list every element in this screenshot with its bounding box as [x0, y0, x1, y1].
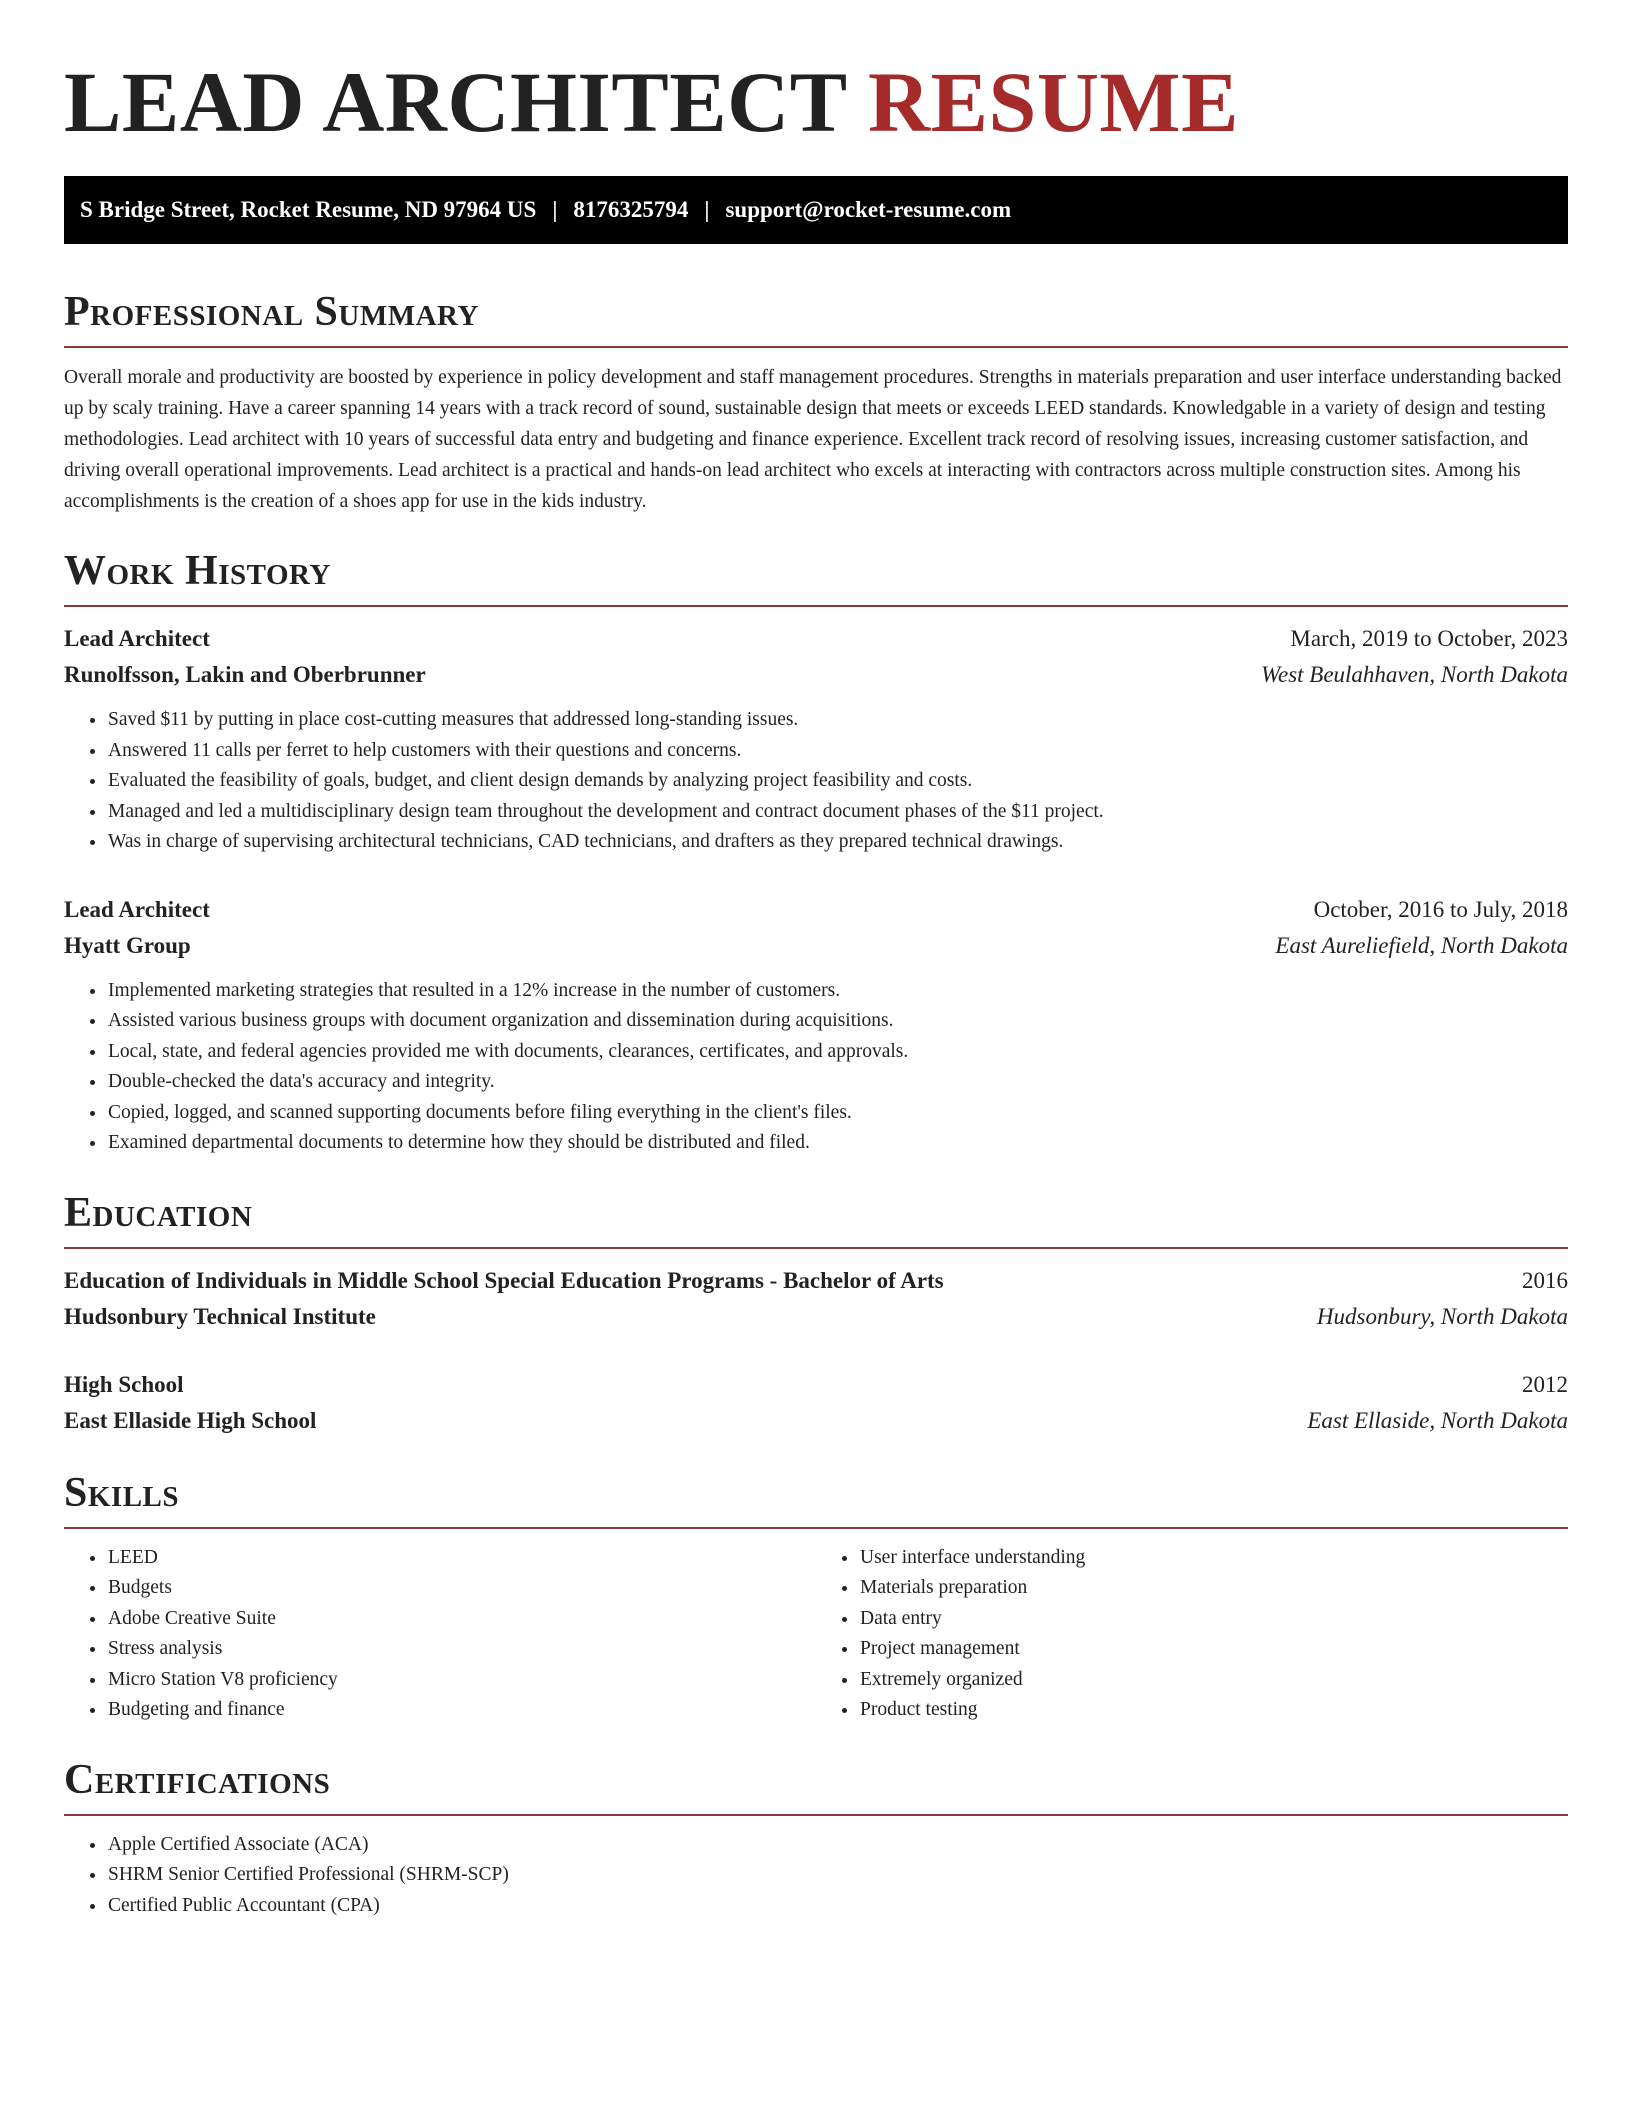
skill-item: • Micro Station V8 proficiency [107, 1665, 816, 1696]
education-location: Hudsonbury, North Dakota [1316, 1303, 1568, 1329]
list-item: • Implemented marketing strategies that resulted in a 12% increase in the number of customers. [107, 976, 1568, 1007]
education-entry-subheader [64, 1299, 1568, 1335]
skill-item: • Data entry [859, 1604, 1568, 1635]
title-main: LEAD ARCHITECT [64, 54, 847, 150]
education-entry [64, 1367, 1568, 1439]
section-divider [64, 1814, 1568, 1816]
certifications-list [64, 1830, 1568, 1922]
work-entry-subheader [64, 657, 1568, 693]
section-divider [64, 605, 1568, 607]
job-company: Runolfsson, Lakin and Oberbrunner [64, 662, 426, 687]
education-degree: High School [64, 1371, 184, 1397]
job-dates: March, 2019 to October, 2023 [1290, 626, 1568, 651]
job-bullets [64, 976, 1568, 1159]
section-title-work: Work History [64, 548, 331, 594]
skill-item: • Stress analysis [107, 1634, 816, 1665]
title-accent: RESUME [868, 54, 1239, 150]
contact-email: support@rocket-resume.com [725, 197, 1012, 222]
skills-section [64, 1469, 1568, 1726]
job-role: Lead Architect [64, 626, 210, 651]
list-item: • Evaluated the feasibility of goals, budget, and client design demands by analyzing project feasibility and costs. [107, 766, 1568, 797]
list-item: • Examined departmental documents to determine how they should be distributed and filed. [107, 1128, 1568, 1159]
work-entry-header [64, 621, 1568, 657]
certification-item: • SHRM Senior Certified Professional (SHRM-SCP) [107, 1860, 1568, 1891]
skill-item: • Product testing [859, 1695, 1568, 1726]
certification-item: • Apple Certified Associate (ACA) [107, 1830, 1568, 1861]
skills-list-left [64, 1543, 816, 1726]
section-title-certifications: Certifications [64, 1756, 331, 1803]
contact-address: S Bridge Street, Rocket Resume, ND 97964 US [80, 197, 537, 222]
resume-title [64, 52, 1568, 152]
list-item: • Local, state, and federal agencies provided me with documents, clearances, certificates, and approvals. [107, 1037, 1568, 1068]
section-title-summary: Professional Summary [64, 289, 479, 335]
education-entry [64, 1263, 1568, 1335]
contact-separator: | [552, 197, 558, 222]
certifications-section [64, 1756, 1568, 1922]
skills-grid [64, 1543, 1568, 1726]
work-entry-header [64, 892, 1568, 928]
section-title-education: Education [64, 1189, 253, 1236]
skill-item: • Adobe Creative Suite [107, 1604, 816, 1635]
certification-item: • Certified Public Accountant (CPA) [107, 1891, 1568, 1922]
work-entry [64, 892, 1568, 1159]
skill-item: • Project management [859, 1634, 1568, 1665]
work-section [64, 547, 1568, 1159]
skill-item: • Extremely organized [859, 1665, 1568, 1696]
job-company: Hyatt Group [64, 932, 191, 958]
job-location: East Aureliefield, North Dakota [1275, 932, 1568, 958]
education-year: 2012 [1522, 1371, 1568, 1397]
list-item: • Double-checked the data's accuracy and integrity. [107, 1067, 1568, 1098]
summary-text: Overall morale and productivity are boosted by experience in policy development and staff management procedures. Strengths in materials preparation and user interface understanding backed up by scaly training. Have a career spanning 14 years with a track record of sound, sustainable design that meets or exceeds LEED standards. Knowledgable in a variety of design and testing methodologies. Lead architect with 10 years of successful data entry and budgeting and finance experience. Excellent track record of resolving issues, increasing customer satisfaction, and driving overall operational improvements. Lead architect is a practical and hands-on lead architect who excels at interacting with contractors across multiple construction sites. Among his accomplishments is the creation of a shoes app for use in the kids industry. [64, 367, 1562, 512]
list-item: • Saved $11 by putting in place cost-cutting measures that addressed long-standing issues. [107, 705, 1568, 736]
list-item: • Was in charge of supervising architectural technicians, CAD technicians, and drafters as they prepared technical drawings. [107, 827, 1568, 858]
summary-section [64, 288, 1568, 517]
education-year: 2016 [1522, 1267, 1568, 1293]
contact-separator: | [704, 197, 710, 222]
job-bullets [64, 705, 1568, 858]
job-dates: October, 2016 to July, 2018 [1313, 896, 1568, 922]
list-item: • Assisted various business groups with document organization and dissemination during acquisitions. [107, 1006, 1568, 1037]
skill-item: • Budgets [107, 1573, 816, 1604]
skills-list-right [816, 1543, 1568, 1726]
list-item: • Managed and led a multidisciplinary design team throughout the development and contract document phases of the $11 project. [107, 797, 1568, 828]
education-school: East Ellaside High School [64, 1407, 317, 1433]
job-location: West Beulahhaven, North Dakota [1260, 662, 1568, 687]
work-entry [64, 621, 1568, 858]
contact-bar [64, 176, 1568, 244]
section-divider [64, 1527, 1568, 1529]
job-role: Lead Architect [64, 896, 210, 922]
work-entry-subheader [64, 928, 1568, 964]
skill-item: • Budgeting and finance [107, 1695, 816, 1726]
education-degree: Education of Individuals in Middle School Special Education Programs - Bachelor of Arts [64, 1267, 944, 1293]
education-entry-subheader [64, 1403, 1568, 1439]
education-location: East Ellaside, North Dakota [1307, 1407, 1568, 1433]
list-item: • Answered 11 calls per ferret to help customers with their questions and concerns. [107, 736, 1568, 767]
education-entry-header [64, 1367, 1568, 1403]
education-school: Hudsonbury Technical Institute [64, 1303, 376, 1329]
list-item: • Copied, logged, and scanned supporting documents before filing everything in the client's files. [107, 1098, 1568, 1129]
education-section [64, 1189, 1568, 1439]
section-divider [64, 346, 1568, 348]
skill-item: • Materials preparation [859, 1573, 1568, 1604]
section-title-skills: Skills [64, 1469, 180, 1516]
skill-item: • User interface understanding [859, 1543, 1568, 1574]
skill-item: • LEED [107, 1543, 816, 1574]
education-entry-header [64, 1263, 1568, 1299]
section-divider [64, 1247, 1568, 1249]
contact-phone: 8176325794 [573, 197, 689, 222]
